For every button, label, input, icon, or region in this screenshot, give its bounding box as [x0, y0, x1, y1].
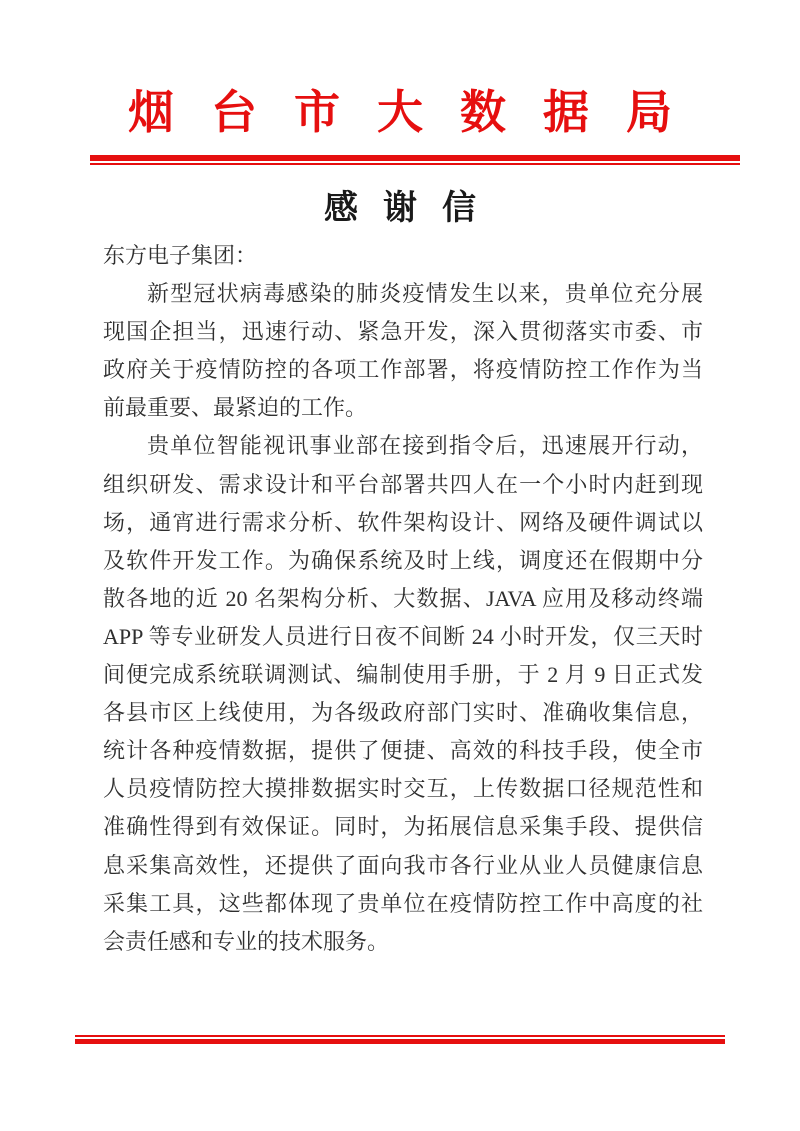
letter-line: 前最重要、最紧迫的工作。 — [103, 395, 368, 421]
letter-line: 贵单位智能视讯事业部在接到指令后，迅速展开行动， — [147, 433, 703, 459]
letter-line: 准确性得到有效保证。同时，为拓展信息采集手段、提供信 — [103, 814, 703, 840]
letter-line: 政府关于疫情防控的各项工作部署，将疫情防控工作作为当 — [103, 357, 703, 383]
letter-line: 息采集高效性，还提供了面向我市各行业从业人员健康信息 — [103, 852, 703, 878]
letter-line: 各县市区上线使用，为各级政府部门实时、准确收集信息， — [103, 700, 703, 726]
letterhead-org-name: 烟台市大数据局 — [128, 87, 709, 138]
letter-line: 及软件开发工作。为确保系统及时上线，调度还在假期中分 — [103, 547, 703, 573]
letter-line: 采集工具，这些都体现了贵单位在疫情防控工作中高度的社 — [103, 890, 703, 916]
letter-line: 现国企担当，迅速行动、紧急开发，深入贯彻落实市委、市 — [103, 319, 703, 345]
letter-line: 会责任感和专业的技术服务。 — [103, 928, 390, 954]
letter-body — [103, 237, 703, 961]
letterhead-divider — [90, 155, 740, 165]
letter-title: 感谢信 — [324, 190, 501, 227]
letter-line: 人员疫情防控大摸排数据实时交互，上传数据口径规范性和 — [103, 776, 703, 802]
letter-line: 散各地的近 20 名架构分析、大数据、JAVA 应用及移动终端 — [103, 585, 703, 611]
letter-line: 场，通宵进行需求分析、软件架构设计、网络及硬件调试以 — [103, 509, 703, 535]
footer-divider — [75, 1035, 725, 1044]
letter-line: 组织研发、需求设计和平台部署共四人在一个小时内赶到现 — [103, 471, 703, 497]
letter-line: 统计各种疫情数据，提供了便捷、高效的科技手段，使全市 — [103, 738, 703, 764]
salutation: 东方电子集团： — [103, 243, 258, 268]
letter-line: 间便完成系统联调测试、编制使用手册，于 2 月 9 日正式发 — [103, 662, 703, 688]
letter-line: APP 等专业研发人员进行日夜不间断 24 小时开发，仅三天时 — [103, 623, 703, 649]
letter-line: 新型冠状病毒感染的肺炎疫情发生以来，贵单位充分展 — [147, 281, 703, 307]
